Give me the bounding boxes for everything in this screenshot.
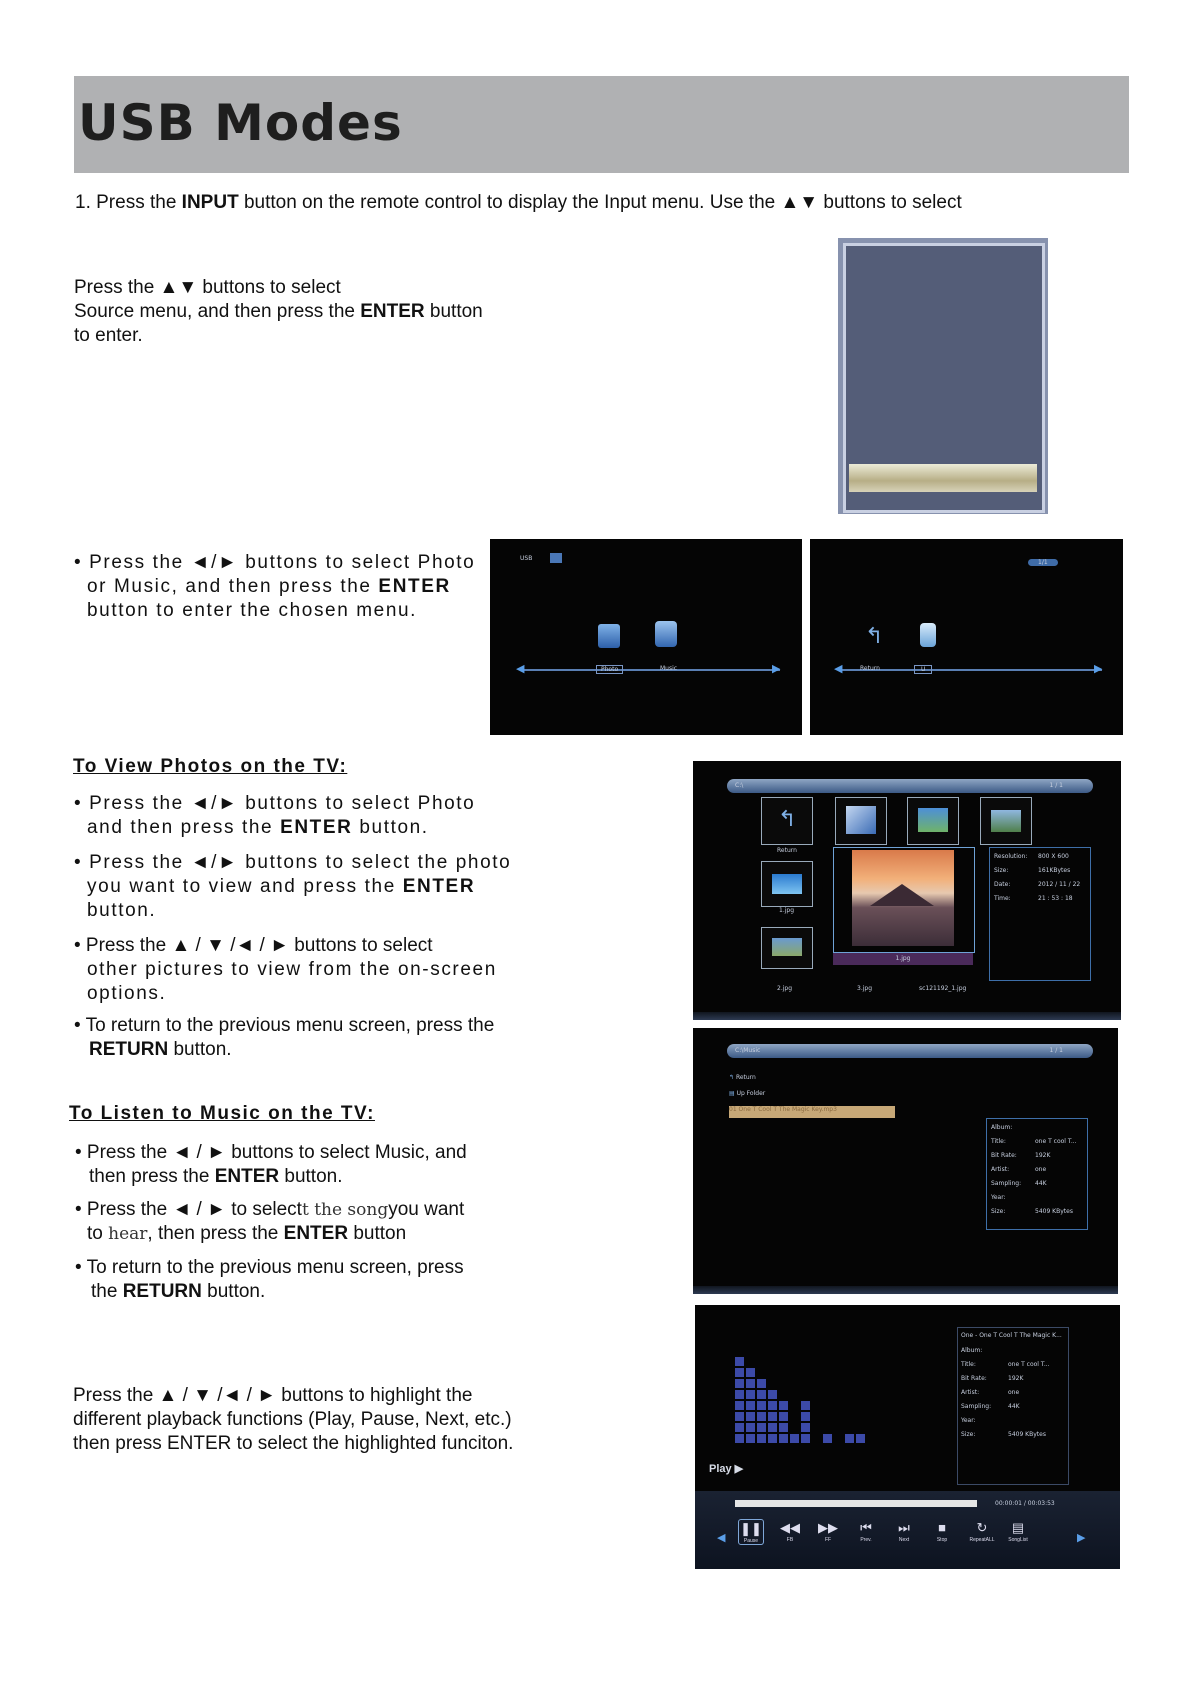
photos-b3-l2: other pictures to view from the on-screen bbox=[87, 959, 497, 980]
music-b2-l2 bbox=[75, 1222, 467, 1246]
spectrum-block bbox=[768, 1412, 777, 1421]
step-1-rest: button on the remote control to display the Input menu. Use the ▲▼ buttons to select bbox=[238, 192, 962, 213]
photo-menu-screen bbox=[810, 539, 1123, 735]
section-header bbox=[74, 76, 1129, 173]
select-menu-line-2a: or Music, and then press the bbox=[87, 576, 379, 597]
repeat-icon: ↻ bbox=[976, 1520, 988, 1535]
step-1-prefix: 1. Press the bbox=[75, 192, 182, 213]
photos-b2-l3: button. bbox=[87, 900, 157, 921]
music-icon[interactable] bbox=[655, 621, 677, 647]
mountain-shape bbox=[870, 884, 934, 906]
photos-b3-l3: options. bbox=[87, 983, 167, 1004]
right-arrow-icon[interactable]: ▶ bbox=[772, 663, 781, 675]
music-b2-l1a: • Press the ◄ / ► to select bbox=[75, 1199, 302, 1220]
source-menu-screen bbox=[838, 238, 1048, 514]
path-label: C:\ bbox=[735, 782, 744, 789]
music-b1-l2b: ENTER bbox=[214, 1166, 280, 1187]
path-bar bbox=[727, 1044, 1093, 1058]
val-sampling: 44K bbox=[1035, 1180, 1047, 1187]
spectrum-visualizer bbox=[735, 1345, 875, 1455]
select-menu-line-1: • Press the ◄/► buttons to select Photo bbox=[74, 552, 476, 573]
spectrum-block bbox=[735, 1368, 744, 1377]
right-arrow-icon[interactable]: ▶ bbox=[1094, 663, 1103, 675]
spectrum-block bbox=[779, 1412, 788, 1421]
select-menu-line-2 bbox=[74, 575, 475, 599]
spectrum-block bbox=[746, 1412, 755, 1421]
list-item-song[interactable] bbox=[729, 1106, 895, 1118]
label-thumb-5: 2.jpg bbox=[777, 985, 793, 992]
spectrum-block bbox=[801, 1401, 810, 1410]
music-b1-l1: • Press the ◄ / ► buttons to select Music, and bbox=[75, 1142, 467, 1163]
photos-b1-l2a: and then press the bbox=[87, 817, 281, 838]
photos-b2-l2 bbox=[74, 875, 511, 899]
key-size: Size: bbox=[991, 1208, 1006, 1215]
spectrum-block bbox=[746, 1390, 755, 1399]
list-icon: ▤ bbox=[1011, 1520, 1025, 1535]
usb-menu-screen bbox=[490, 539, 802, 735]
page-label: 1 / 1 bbox=[1049, 782, 1063, 789]
list-item-return[interactable] bbox=[729, 1074, 756, 1081]
val-sampling: 44K bbox=[1008, 1403, 1020, 1410]
music-b2-l2c: , then press the bbox=[147, 1223, 284, 1244]
source-line-2a: Source menu, and then press the bbox=[74, 301, 361, 322]
music-info-panel bbox=[986, 1118, 1088, 1230]
spectrum-block bbox=[768, 1434, 777, 1443]
music-b2-l1 bbox=[75, 1198, 467, 1222]
val-bitrate: 192K bbox=[1008, 1375, 1024, 1382]
playback-instructions bbox=[73, 1384, 513, 1456]
playback-time: 00:00:01 / 00:03:53 bbox=[995, 1500, 1055, 1507]
key-bitrate: Bit Rate: bbox=[961, 1375, 987, 1382]
photos-b2-l2a: you want to view and press the bbox=[87, 876, 403, 897]
music-bullets bbox=[75, 1141, 467, 1304]
music-b1-l2a: then press the bbox=[89, 1166, 215, 1187]
info-keys bbox=[994, 850, 1027, 906]
val-album bbox=[1008, 1344, 1050, 1358]
menu-item-return[interactable]: Return bbox=[860, 665, 880, 672]
pause-label: Pause bbox=[743, 1538, 759, 1544]
spectrum-block bbox=[746, 1423, 755, 1432]
spectrum-block bbox=[768, 1401, 777, 1410]
val-title: one T cool T... bbox=[1008, 1361, 1050, 1368]
right-arrow-icon[interactable]: ▶ bbox=[1077, 1532, 1086, 1544]
info-values bbox=[1035, 1121, 1077, 1219]
key-sampling: Sampling: bbox=[961, 1403, 992, 1410]
spectrum-block bbox=[757, 1390, 766, 1399]
step-1-bold: INPUT bbox=[181, 192, 239, 213]
val-year bbox=[1008, 1414, 1050, 1428]
val-size: 5409 KBytes bbox=[1035, 1208, 1073, 1215]
photos-b1-l2b: ENTER bbox=[280, 817, 353, 838]
menu-item-drive[interactable]: U bbox=[914, 665, 932, 674]
path-label: C:\Music bbox=[735, 1047, 761, 1054]
photos-b2-l2b: ENTER bbox=[402, 876, 476, 897]
music-b2-l1b: t the song bbox=[301, 1200, 389, 1220]
spectrum-block bbox=[735, 1401, 744, 1410]
val-year bbox=[1035, 1191, 1077, 1205]
menu-item-photo[interactable]: Photo bbox=[596, 665, 623, 674]
info-keys bbox=[961, 1344, 991, 1442]
music-b2-l1c: you want bbox=[388, 1199, 465, 1220]
menu-item-music[interactable]: Music bbox=[660, 665, 678, 672]
source-menu-highlight bbox=[849, 464, 1037, 492]
fb-label: FB bbox=[786, 1537, 794, 1543]
prev-label: Prev. bbox=[860, 1537, 872, 1543]
key-date: Date: bbox=[994, 881, 1011, 888]
next-label: Next bbox=[898, 1537, 910, 1543]
music-player-screen bbox=[695, 1305, 1120, 1569]
usb-label: USB bbox=[520, 555, 533, 562]
key-title: Title: bbox=[991, 1138, 1006, 1145]
key-artist: Artist: bbox=[961, 1389, 980, 1396]
photos-b4-l1: • To return to the previous menu screen, press the bbox=[74, 1015, 495, 1036]
item-song-label: 01 One T Cool T The Magic Key.mp3 bbox=[729, 1106, 837, 1113]
progress-bar[interactable] bbox=[735, 1500, 977, 1507]
val-size: 5409 KBytes bbox=[1008, 1431, 1046, 1438]
stop-label: Stop bbox=[936, 1537, 948, 1543]
source-line-2b: ENTER bbox=[360, 301, 425, 322]
music-b2-l2d: ENTER bbox=[283, 1223, 349, 1244]
spectrum-block bbox=[757, 1401, 766, 1410]
info-values bbox=[1008, 1344, 1050, 1442]
photos-section bbox=[73, 756, 347, 778]
photo-info-panel bbox=[989, 847, 1091, 981]
spectrum-block bbox=[735, 1434, 744, 1443]
stop-icon: ■ bbox=[938, 1520, 946, 1535]
spectrum-block bbox=[779, 1423, 788, 1432]
photos-bullets bbox=[74, 792, 511, 1062]
spectrum-block bbox=[801, 1423, 810, 1432]
key-size: Size: bbox=[961, 1431, 976, 1438]
label-thumb-7: sc121192_1.jpg bbox=[919, 985, 967, 992]
fast-back-button[interactable] bbox=[778, 1519, 802, 1543]
music-b1-l2c: button. bbox=[279, 1166, 343, 1187]
photo-thumbnail bbox=[772, 874, 802, 894]
label-thumb-4: 1.jpg bbox=[779, 907, 795, 914]
music-b3-l2a: the bbox=[91, 1281, 123, 1302]
rewind-icon: ◀◀ bbox=[780, 1520, 800, 1535]
page-tag: 1/1 bbox=[1028, 559, 1058, 566]
list-item-up-folder[interactable] bbox=[729, 1090, 765, 1097]
spectrum-block bbox=[779, 1434, 788, 1443]
fast-forward-button[interactable] bbox=[816, 1519, 840, 1543]
photos-b3-l1: • Press the ▲ / ▼ /◄ / ► buttons to select bbox=[74, 935, 433, 956]
spectrum-block bbox=[746, 1434, 755, 1443]
folder-icon: ▤ bbox=[729, 1090, 737, 1097]
left-arrow-icon[interactable]: ◀ bbox=[717, 1532, 726, 1544]
info-values bbox=[1038, 850, 1080, 906]
pause-button[interactable] bbox=[738, 1519, 764, 1545]
page-title: USB Modes bbox=[78, 94, 403, 152]
songlist-button[interactable] bbox=[1003, 1519, 1033, 1543]
photo-preview[interactable] bbox=[833, 847, 975, 953]
spectrum-block bbox=[823, 1434, 832, 1443]
key-resolution: Resolution: bbox=[994, 853, 1028, 860]
photos-b2-l1: • Press the ◄/► buttons to select the photo bbox=[74, 852, 512, 873]
ff-label: FF bbox=[824, 1537, 832, 1543]
preview-image bbox=[852, 850, 954, 946]
spectrum-block bbox=[735, 1379, 744, 1388]
left-arrow-icon[interactable]: ◀ bbox=[834, 663, 843, 675]
music-b2-l2b: hear bbox=[108, 1224, 148, 1244]
key-bitrate: Bit Rate: bbox=[991, 1152, 1017, 1159]
val-resolution: 800 X 600 bbox=[1038, 853, 1069, 860]
label-thumb-6: 3.jpg bbox=[857, 985, 873, 992]
spectrum-block bbox=[757, 1434, 766, 1443]
prev-button[interactable] bbox=[854, 1519, 878, 1543]
spectrum-block bbox=[801, 1412, 810, 1421]
step-1-text bbox=[75, 191, 962, 215]
spectrum-block bbox=[746, 1379, 755, 1388]
source-line-3: to enter. bbox=[74, 325, 143, 346]
thumb-return[interactable] bbox=[761, 797, 813, 845]
thumb-5[interactable] bbox=[761, 927, 813, 969]
photos-b4-l2a: RETURN bbox=[89, 1039, 169, 1060]
item-return-label: Return bbox=[735, 1074, 756, 1081]
spectrum-block bbox=[768, 1390, 777, 1399]
key-album: Album: bbox=[961, 1347, 983, 1354]
previous-icon: ⏮ bbox=[860, 1520, 872, 1535]
menu-track bbox=[520, 669, 780, 671]
spectrum-block bbox=[746, 1401, 755, 1410]
photo-thumbnail bbox=[991, 810, 1021, 832]
playback-line-1: Press the ▲ / ▼ /◄ / ► buttons to highlight the bbox=[73, 1385, 473, 1406]
path-bar bbox=[727, 779, 1093, 793]
folder-icon[interactable] bbox=[920, 623, 936, 647]
playback-line-3: then press ENTER to select the highlighted funciton. bbox=[73, 1433, 514, 1454]
select-menu-line-3: button to enter the chosen menu. bbox=[87, 600, 418, 621]
player-info-panel bbox=[957, 1327, 1069, 1485]
photos-b1-l2c: button. bbox=[352, 817, 429, 838]
val-bitrate: 192K bbox=[1035, 1152, 1051, 1159]
spectrum-block bbox=[801, 1434, 810, 1443]
usb-icon bbox=[550, 553, 562, 563]
spectrum-block bbox=[779, 1401, 788, 1410]
source-instructions bbox=[74, 276, 483, 348]
spectrum-block bbox=[790, 1434, 799, 1443]
val-artist: one bbox=[1035, 1166, 1047, 1173]
key-sampling: Sampling: bbox=[991, 1180, 1022, 1187]
screen-bottom-bar bbox=[693, 1012, 1121, 1020]
music-b3-l2 bbox=[75, 1280, 467, 1304]
repeat-button[interactable] bbox=[965, 1519, 999, 1543]
thumb-3[interactable] bbox=[980, 797, 1032, 845]
next-icon: ⏭ bbox=[898, 1520, 910, 1535]
thumb-1[interactable] bbox=[835, 797, 887, 845]
photo-icon[interactable] bbox=[598, 624, 620, 648]
select-menu-line-2b: ENTER bbox=[378, 576, 451, 597]
spectrum-block bbox=[735, 1423, 744, 1432]
select-menu-instructions bbox=[74, 551, 475, 623]
next-button[interactable] bbox=[892, 1519, 916, 1543]
spectrum-block bbox=[735, 1357, 744, 1366]
selected-filename: 1.jpg bbox=[833, 953, 973, 965]
music-section bbox=[69, 1103, 375, 1125]
spectrum-block bbox=[757, 1423, 766, 1432]
photos-b1-l1: • Press the ◄/► buttons to select Photo bbox=[74, 793, 476, 814]
photo-thumbnail bbox=[846, 806, 876, 834]
pause-icon: ❚❚ bbox=[740, 1521, 762, 1536]
val-album bbox=[1035, 1121, 1077, 1135]
source-line-2 bbox=[74, 300, 483, 324]
photo-thumbnail bbox=[918, 808, 948, 832]
spectrum-block bbox=[746, 1368, 755, 1377]
fast-forward-icon: ▶▶ bbox=[818, 1520, 838, 1535]
spectrum-block bbox=[757, 1412, 766, 1421]
music-b3-l1: • To return to the previous menu screen, press bbox=[75, 1257, 464, 1278]
return-icon[interactable]: ↰ bbox=[865, 623, 884, 648]
key-title: Title: bbox=[961, 1361, 976, 1368]
playback-line-2: different playback functions (Play, Pause, Next, etc.) bbox=[73, 1409, 512, 1430]
item-up-folder-label: Up Folder bbox=[736, 1090, 766, 1097]
spectrum-block bbox=[768, 1423, 777, 1432]
music-b3-l2c: button. bbox=[201, 1281, 266, 1302]
spectrum-block bbox=[856, 1434, 865, 1443]
photos-b1-l2 bbox=[74, 816, 511, 840]
val-artist: one bbox=[1008, 1389, 1020, 1396]
photo-browser-screen bbox=[693, 761, 1121, 1020]
music-heading: To Listen to Music on the TV: bbox=[69, 1103, 375, 1124]
key-artist: Artist: bbox=[991, 1166, 1010, 1173]
spectrum-block bbox=[757, 1379, 766, 1388]
return-icon: ↰ bbox=[729, 1074, 736, 1081]
val-title: one T cool T... bbox=[1035, 1138, 1077, 1145]
stop-button[interactable] bbox=[930, 1519, 954, 1543]
source-line-1: Press the ▲▼ buttons to select bbox=[74, 277, 341, 298]
key-year: Year: bbox=[991, 1194, 1006, 1201]
music-b2-l2e: button bbox=[348, 1223, 407, 1244]
music-b2-l2a: to bbox=[87, 1223, 109, 1244]
screen-bottom-bar bbox=[693, 1286, 1118, 1294]
photos-b4-l2b: button. bbox=[168, 1039, 232, 1060]
key-year: Year: bbox=[961, 1417, 976, 1424]
spectrum-block bbox=[735, 1412, 744, 1421]
songlist-label: SongList bbox=[1008, 1537, 1028, 1543]
spectrum-block bbox=[735, 1390, 744, 1399]
val-date: 2012 / 11 / 22 bbox=[1038, 881, 1081, 888]
photos-heading: To View Photos on the TV: bbox=[73, 756, 348, 777]
music-b1-l2 bbox=[75, 1165, 467, 1189]
thumb-4[interactable] bbox=[761, 861, 813, 907]
label-return: Return bbox=[777, 847, 797, 854]
left-arrow-icon[interactable]: ◀ bbox=[516, 663, 525, 675]
source-line-2c: button bbox=[424, 301, 483, 322]
music-browser-screen bbox=[693, 1028, 1118, 1294]
spectrum-block bbox=[845, 1434, 854, 1443]
thumb-2[interactable] bbox=[907, 797, 959, 845]
key-size: Size: bbox=[994, 867, 1009, 874]
key-time: Time: bbox=[994, 895, 1011, 902]
photos-b4-l2 bbox=[74, 1038, 511, 1062]
return-icon: ↰ bbox=[778, 806, 797, 831]
song-title: One - One T Cool T The Magic K... bbox=[961, 1332, 1062, 1339]
page-label: 1 / 1 bbox=[1049, 1047, 1063, 1054]
play-status: Play ▶ bbox=[709, 1463, 744, 1475]
val-size: 161KBytes bbox=[1038, 867, 1071, 874]
repeat-label: RepeatALL bbox=[969, 1537, 995, 1543]
music-b3-l2b: RETURN bbox=[122, 1281, 202, 1302]
val-time: 21 : 53 : 18 bbox=[1038, 895, 1073, 902]
key-album: Album: bbox=[991, 1124, 1013, 1131]
photo-thumbnail bbox=[772, 938, 802, 956]
info-keys bbox=[991, 1121, 1021, 1219]
